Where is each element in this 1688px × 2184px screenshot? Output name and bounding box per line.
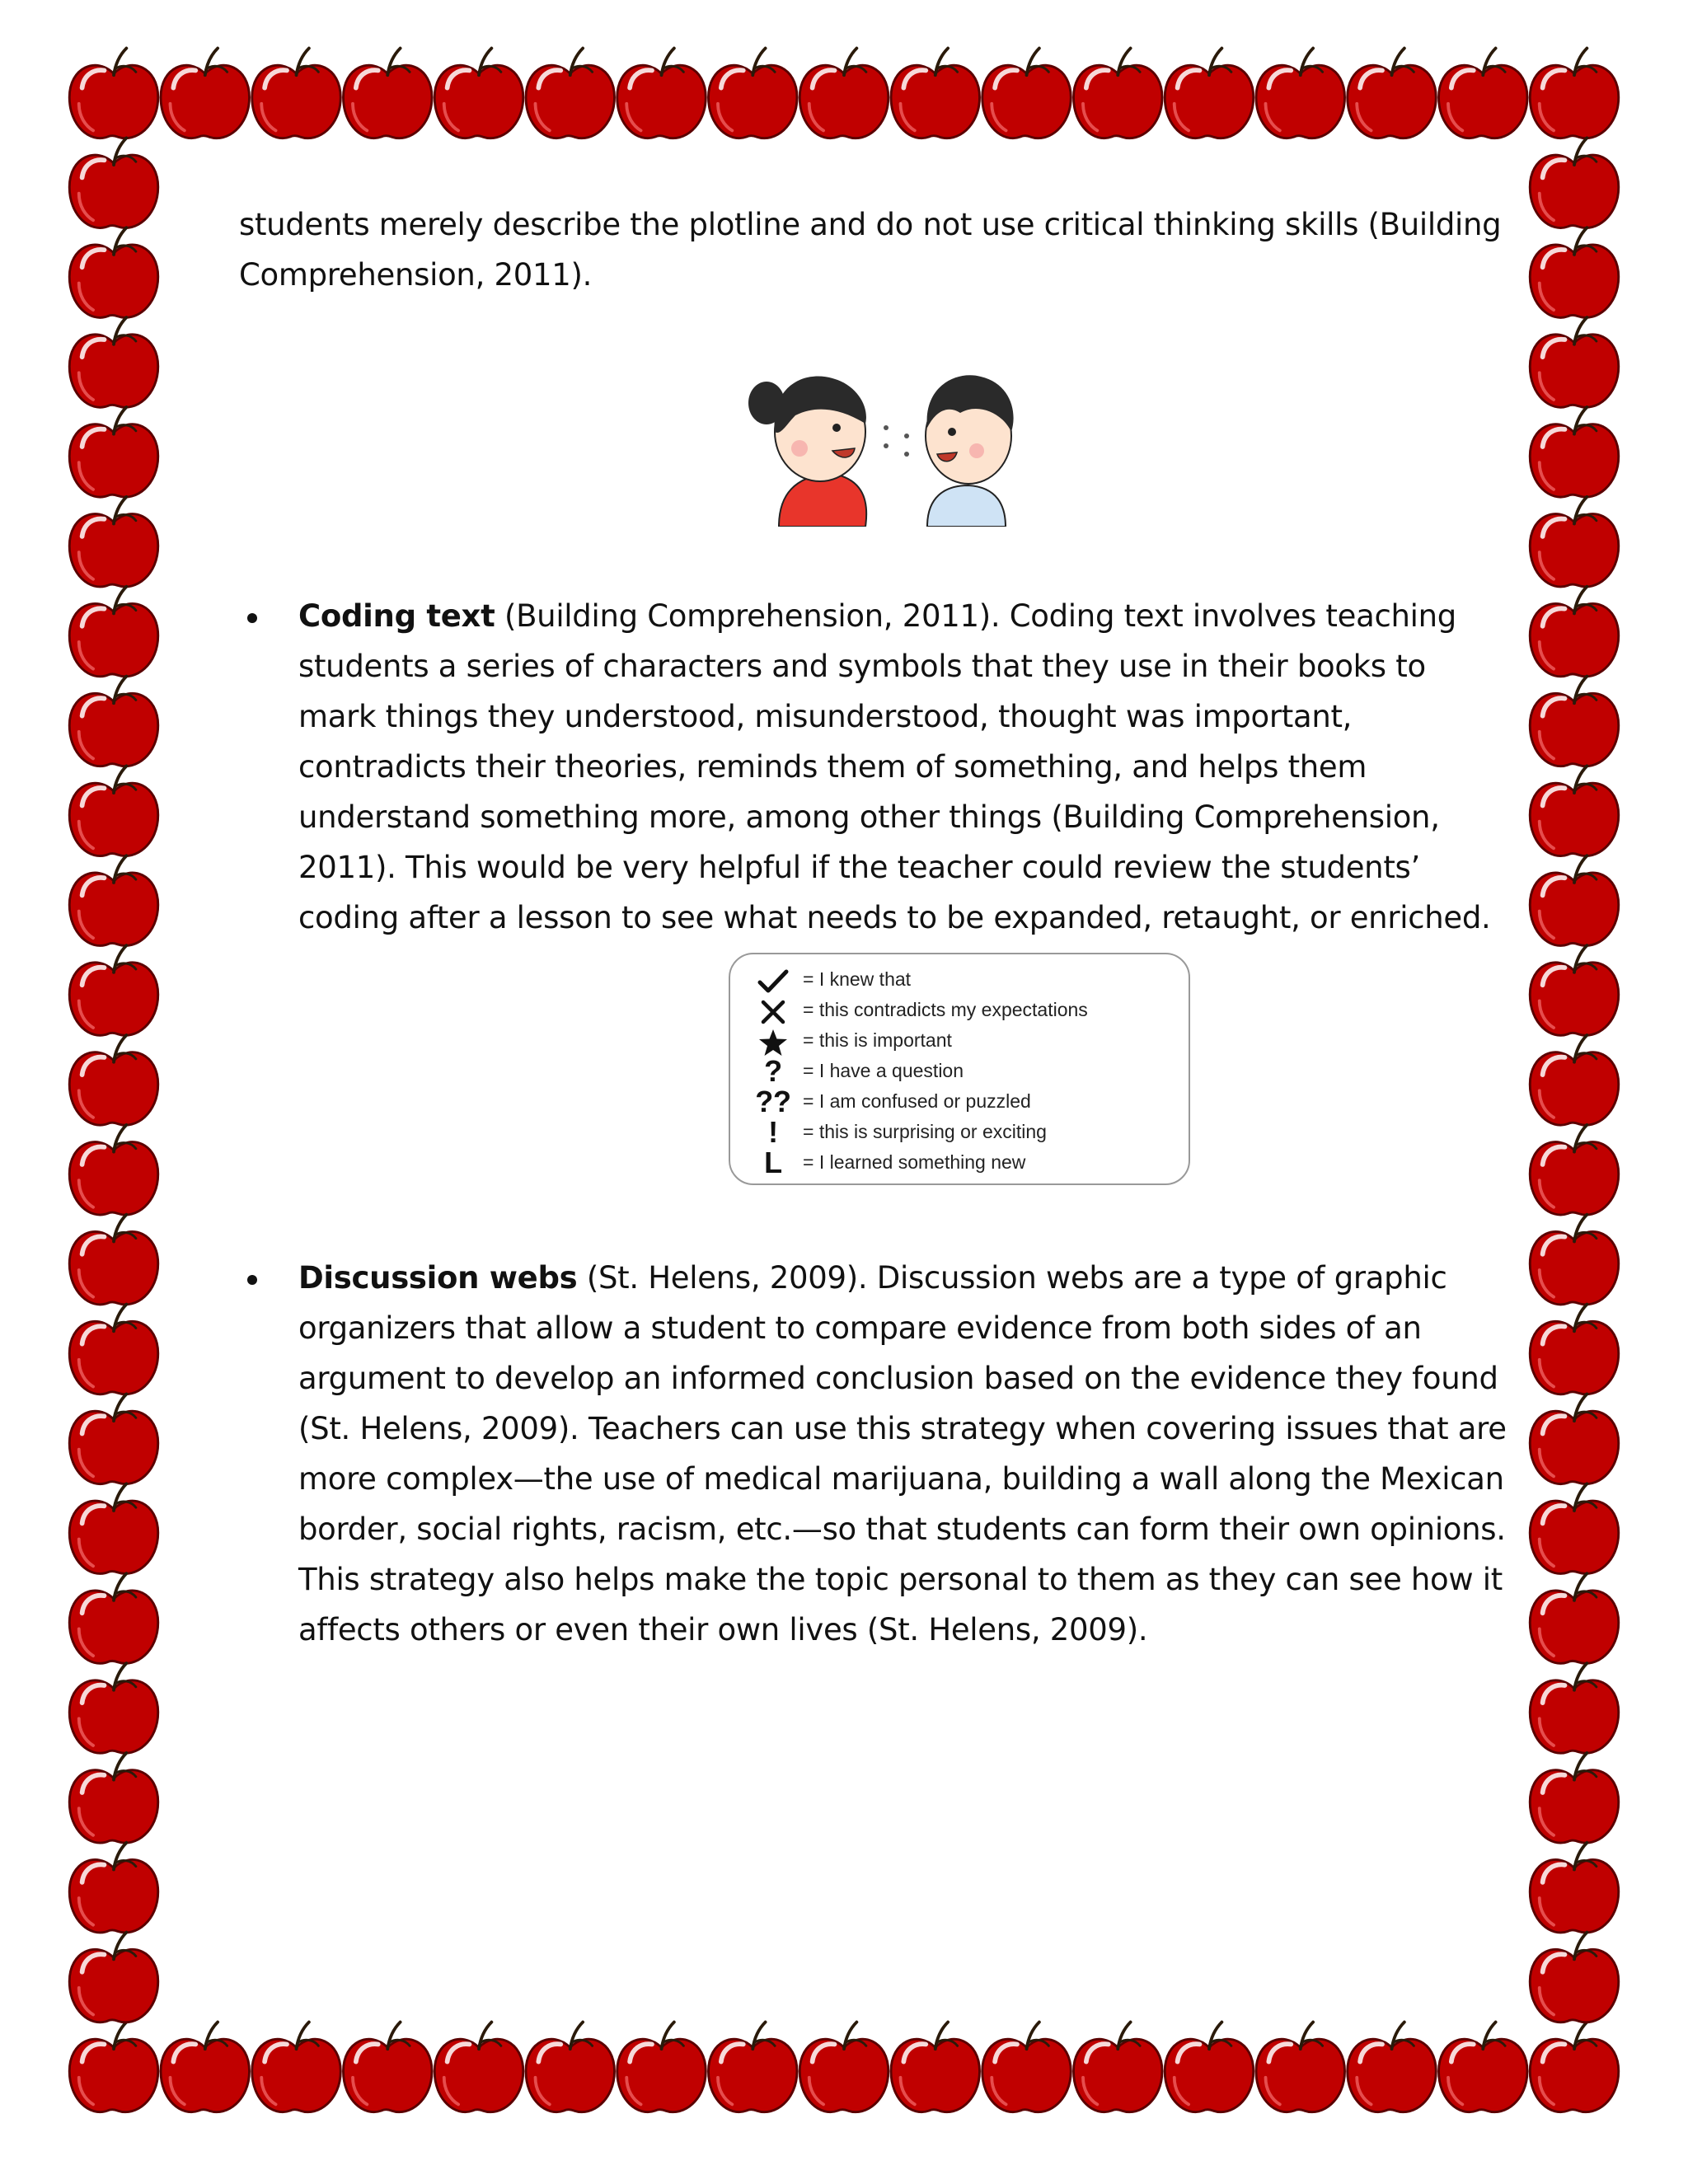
legend-row: L = I learned something new — [743, 1147, 1189, 1178]
apple-icon — [1530, 407, 1619, 497]
apple-icon — [1530, 227, 1619, 317]
apple-icon — [343, 2022, 432, 2112]
continuation-paragraph: students merely describe the plotline and do not use critical thinking skills (Building Comprehension, 2011). — [239, 207, 1502, 293]
apple-icon — [1530, 677, 1619, 766]
apple-icon — [69, 407, 158, 497]
bullet-term: Coding text — [298, 598, 495, 634]
apple-icon — [1165, 49, 1254, 138]
apple-icon — [161, 2022, 250, 2112]
apple-icon — [1530, 1573, 1619, 1663]
bullet-discussion-webs — [239, 1253, 1508, 1655]
x-mark-icon — [743, 995, 803, 1025]
apple-icon — [69, 138, 158, 227]
apple-icon — [69, 49, 158, 138]
apple-icon — [799, 49, 889, 138]
apple-icon — [1530, 138, 1619, 227]
apple-icon — [1530, 1125, 1619, 1215]
apple-icon — [161, 49, 250, 138]
bullet-text: (St. Helens, 2009). Discussion webs are a type of graphic organizers that allow a student to compare evidence from both sides of an argument to develop an informed conclusion based on the evidence they found (St. Helens, 2009). Teachers can use this strategy when covering issues that are more complex—the use of medical marijuana, building a wall along the Mexican border, social rights, racism, etc.—so that students can form their own opinions. This strategy also helps make the topic personal to them as they can see how it affects others or even their own lives (St. Helens, 2009). — [298, 1260, 1507, 1647]
apple-icon — [708, 49, 797, 138]
apple-icon — [1073, 2022, 1162, 2112]
apple-icon — [1530, 1215, 1619, 1305]
apple-icon — [891, 2022, 980, 2112]
bullet-term: Discussion webs — [298, 1260, 578, 1296]
coding-legend — [729, 953, 1190, 1185]
apple-icon — [1530, 1753, 1619, 1843]
apple-icon — [69, 945, 158, 1035]
apple-icon — [1348, 2022, 1437, 2112]
apple-icon — [1530, 1483, 1619, 1573]
apple-icon — [69, 1125, 158, 1215]
legend-symbol: ?? — [755, 1085, 791, 1118]
talking-students-icon — [729, 354, 1043, 527]
apple-icon — [617, 2022, 706, 2112]
apple-icon — [69, 2022, 158, 2112]
bullet-text: (Building Comprehension, 2011). Coding text involves teaching students a series of characters and symbols that they use in their books to mark things they understood, misunderstood, thought was important, contradicts their theories, reminds them of something, and helps them understand something more, among other things (Building Comprehension, 2011). This would be very helpful if the teacher could review the students’ coding after a lesson to see what needs to be expanded, retaught, or enriched. — [298, 598, 1491, 935]
legend-symbol: ? — [764, 1054, 782, 1088]
apple-icon — [1530, 1035, 1619, 1125]
legend-row: ?? = I am confused or puzzled — [743, 1086, 1189, 1117]
apple-icon — [982, 49, 1071, 138]
apple-icon — [69, 1663, 158, 1753]
apple-icon — [1348, 49, 1437, 138]
apple-icon — [69, 587, 158, 677]
apple-icon — [1165, 2022, 1254, 2112]
apple-icon — [252, 49, 341, 138]
apple-icon — [799, 2022, 889, 2112]
apple-icon — [1073, 49, 1162, 138]
legend-row: = this contradicts my expectations — [743, 995, 1189, 1025]
apple-icon — [69, 1035, 158, 1125]
apple-icon — [69, 1933, 158, 2022]
apple-icon — [69, 1843, 158, 1933]
apple-icon — [1256, 2022, 1345, 2112]
apple-icon — [1530, 587, 1619, 677]
apple-icon — [434, 2022, 523, 2112]
bullet-dot — [247, 613, 257, 623]
apple-icon — [1256, 49, 1345, 138]
star-icon — [743, 1024, 803, 1056]
apple-icon — [982, 2022, 1071, 2112]
apple-icon — [69, 855, 158, 945]
apple-icon — [526, 49, 615, 138]
apple-icon — [1530, 49, 1619, 138]
apple-icon — [1438, 2022, 1527, 2112]
apple-icon — [1530, 766, 1619, 855]
apple-icon — [1530, 497, 1619, 587]
apple-icon — [1530, 1305, 1619, 1394]
apple-icon — [434, 49, 523, 138]
apple-icon — [1530, 1394, 1619, 1484]
legend-row: ? = I have a question — [743, 1056, 1189, 1086]
apple-icon — [1530, 855, 1619, 945]
apple-icon — [1438, 49, 1527, 138]
apple-icon — [252, 2022, 341, 2112]
apple-icon — [1530, 945, 1619, 1035]
checkmark-icon — [743, 964, 803, 995]
apple-icon — [1530, 1843, 1619, 1933]
apple-icon — [708, 2022, 797, 2112]
legend-symbol: L — [764, 1146, 782, 1179]
apple-icon — [69, 766, 158, 855]
apple-icon — [343, 49, 432, 138]
bullet-dot — [247, 1275, 257, 1285]
apple-icon — [617, 49, 706, 138]
document-body — [239, 199, 1508, 1655]
apple-icon — [69, 227, 158, 317]
legend-symbol: ! — [768, 1115, 778, 1149]
apple-icon — [69, 317, 158, 407]
legend-row: ! = this is surprising or exciting — [743, 1117, 1189, 1147]
apple-icon — [69, 1483, 158, 1573]
apple-icon — [526, 2022, 615, 2112]
apple-icon — [891, 49, 980, 138]
bullet-coding-text — [239, 591, 1508, 943]
apple-icon — [69, 677, 158, 766]
apple-icon — [69, 1215, 158, 1305]
apple-icon — [1530, 1663, 1619, 1753]
legend-row: = this is important — [743, 1025, 1189, 1056]
apple-icon — [69, 497, 158, 587]
apple-icon — [1530, 1933, 1619, 2022]
apple-icon — [69, 1394, 158, 1484]
apple-icon — [1530, 2022, 1619, 2112]
apple-icon — [1530, 317, 1619, 407]
apple-icon — [69, 1573, 158, 1663]
apple-icon — [69, 1753, 158, 1843]
legend-row: = I knew that — [743, 964, 1189, 995]
apple-icon — [69, 1305, 158, 1394]
